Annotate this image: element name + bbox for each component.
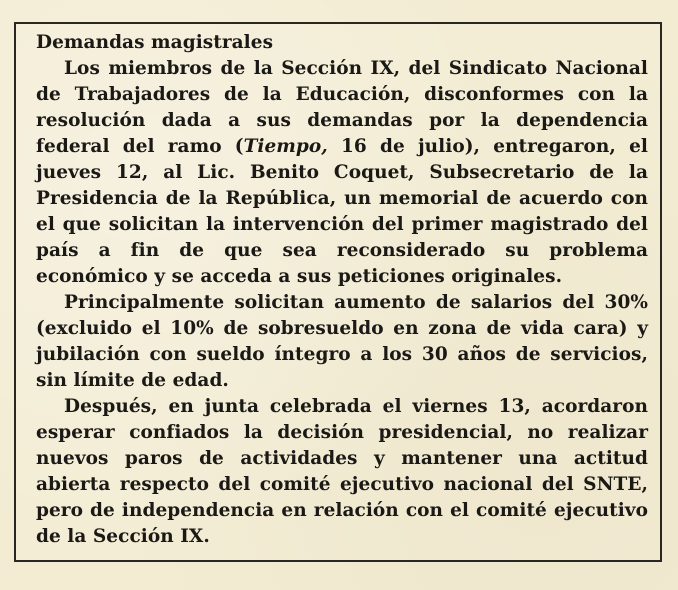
article-content [36,30,648,550]
paragraph-1-text-b: 16 de julio), entregaron, el jueves 12, al Lic. Benito Coquet, Subsecretario de la Presidencia de la República, un memorial de acuerdo con el que solicitan la intervención del primer magistrado del país a fin de que sea reconsiderado su problema económico y se acceda a sus peticiones originales. [36,136,648,287]
paragraph-2: Principalmente solicitan aumento de salarios del 30% (excluido el 10% de sobresueldo en zona de vida cara) y jubilación con sueldo íntegro a los 30 años de servicios, sin límite de edad. [36,292,648,391]
paragraph-1 [36,56,648,290]
article-box [14,22,662,562]
paragraph-3: Después, en junta celebrada el viernes 13, acordaron esperar confiados la decisión presidencial, no realizar nuevos paros de actividades y mantener una actitud abierta respecto del comité ejecutivo nacional del SNTE, pero de independencia en relación con el comité ejecutivo de la Sección IX. [36,396,648,547]
paragraph-1-italic-source: Tiempo, [243,136,328,157]
article-title: Demandas magistrales [36,32,274,53]
paragraph-1-text-a: Los miembros de la Sección IX, del Sindicato Nacional de Trabajadores de la Educación, disconformes con la resolución dada a sus demandas por la dependencia federal del ramo ( [36,58,648,157]
